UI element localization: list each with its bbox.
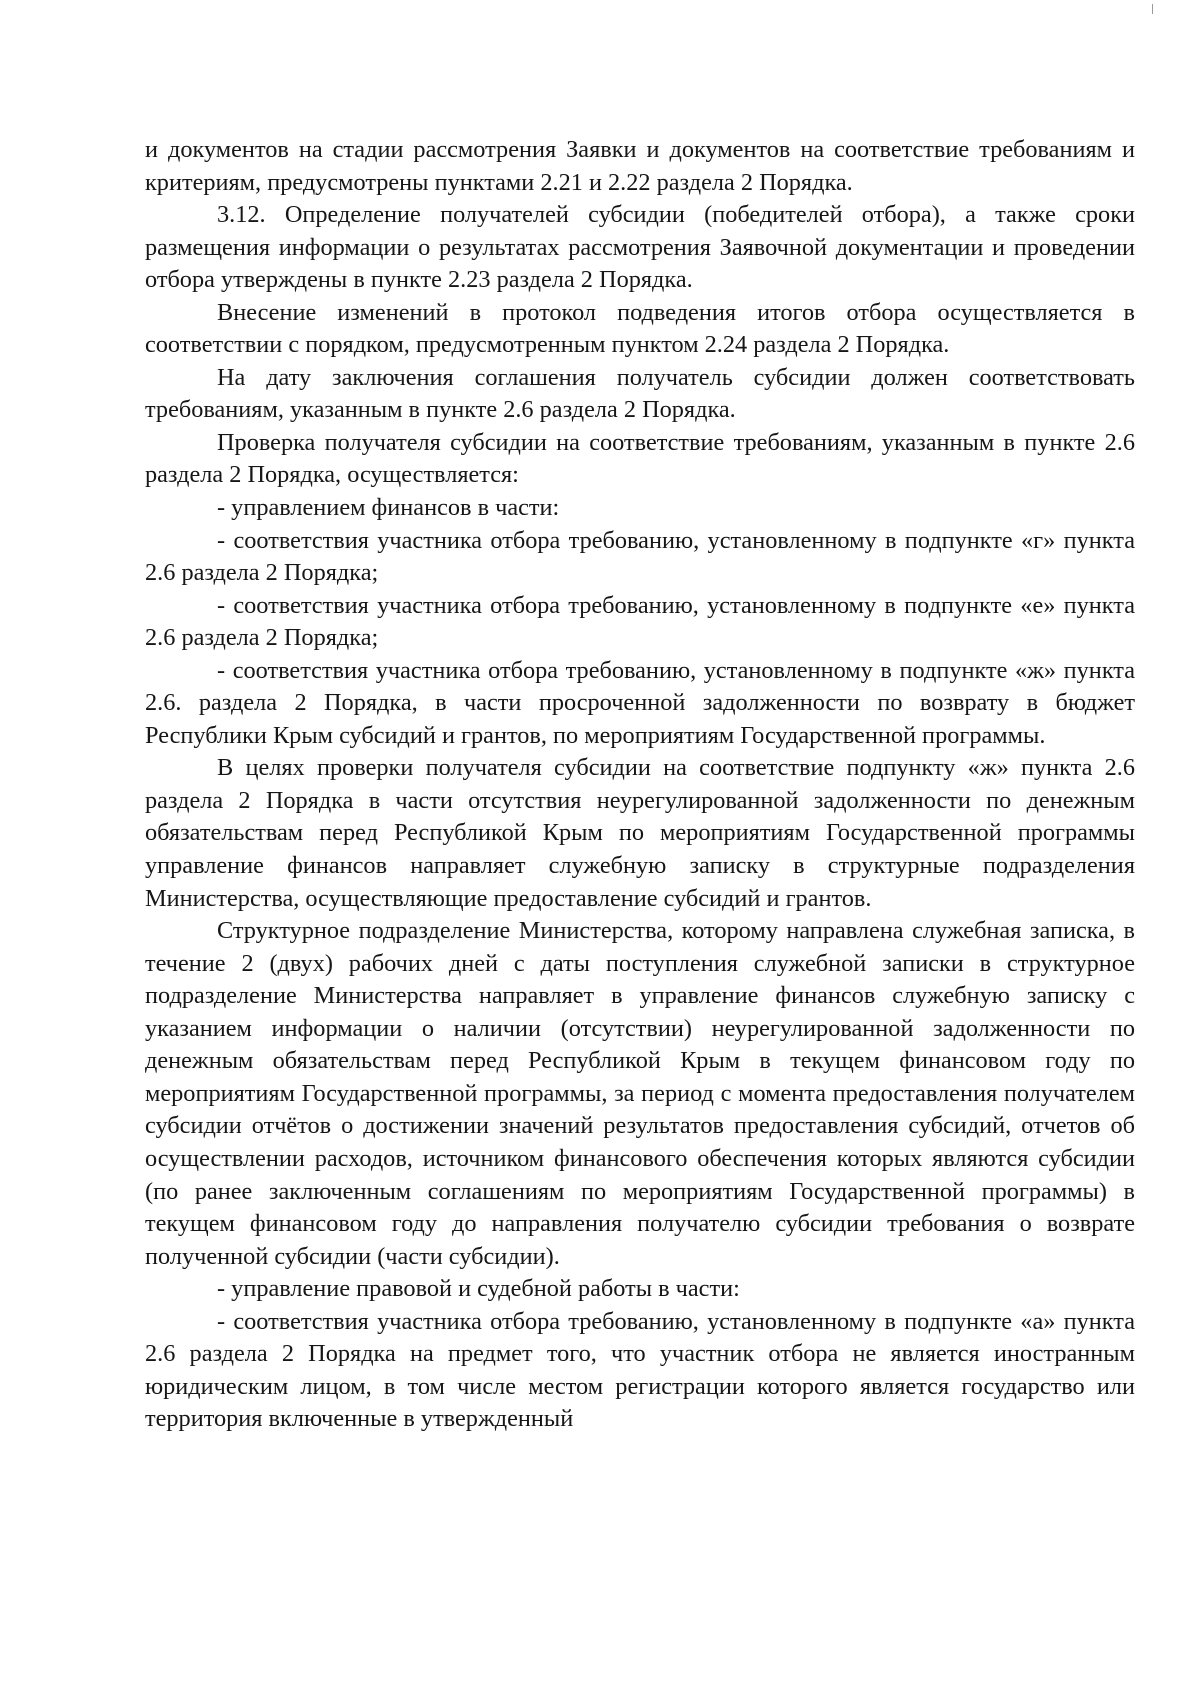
scan-mark	[1152, 4, 1153, 14]
paragraph-verification: Проверка получателя субсидии на соответствие требованиям, указанным в пункте 2.6 раздела 2 Порядка, осуществляется:	[145, 428, 1135, 489]
paragraph-verification-purpose: В целях проверки получателя субсидии на соответствие подпункту «ж» пункта 2.6 раздела 2 Порядка в части отсутствия неурегулированной задолженности по денежным обязательствам перед Республикой Крым по мероприятиям Государственной программы управление финансов направляет служебную записку в структурные подразделения Министерства, осуществляющие предоставление субсидий и грантов.	[145, 754, 1135, 912]
paragraph-protocol-changes: Внесение изменений в протокол подведения итогов отбора осуществляется в соответствии с порядком, предусмотренным пунктом 2.24 раздела 2 Порядка.	[145, 298, 1135, 359]
list-item-subpoint-e: - соответствия участника отбора требованию, установленному в подпункте «е» пункта 2.6 раздела 2 Порядка;	[145, 591, 1135, 652]
list-item-subpoint-zh: - соответствия участника отбора требованию, установленному в подпункте «ж» пункта 2.6. раздела 2 Порядка, в части просроченной задолженности по возврату в бюджет Республики Крым субсидий и грантов, по мероприятиям Государственной программы.	[145, 656, 1135, 749]
list-item-finance-dept: - управлением финансов в части:	[217, 494, 560, 522]
paragraph-agreement-date: На дату заключения соглашения получатель субсидии должен соответствовать требованиям, указанным в пункте 2.6 раздела 2 Порядка.	[145, 363, 1135, 424]
paragraph-3-12: 3.12. Определение получателей субсидии (победителей отбора), а также сроки размещения информации о результатах рассмотрения Заявочной документации и проведении отбора утверждены в пункте 2.23 раздела 2 Порядка.	[145, 201, 1135, 294]
list-item-legal-dept: - управление правовой и судебной работы в части:	[217, 1275, 740, 1303]
list-item-subpoint-a: - соответствия участника отбора требованию, установленному в подпункте «а» пункта 2.6 раздела 2 Порядка на предмет того, что участник отбора не является иностранным юридическим лицом, в том числе местом регистрации которого является государство или территория включенные в утвержденный	[145, 1307, 1135, 1433]
paragraph-continuation: и документов на стадии рассмотрения Заявки и документов на соответствие требованиям и критериям, предусмотрены пунктами 2.21 и 2.22 раздела 2 Порядка.	[145, 136, 1135, 196]
document-body	[145, 134, 1135, 1436]
list-item-subpoint-g: - соответствия участника отбора требованию, установленному в подпункте «г» пункта 2.6 раздела 2 Порядка;	[145, 526, 1135, 587]
paragraph-structural-division: Структурное подразделение Министерства, которому направлена служебная записка, в течение 2 (двух) рабочих дней с даты поступления служебной записки в структурное подразделение Министерства направляет в управление финансов служебную записку с указанием информации о наличии (отсутствии) неурегулированной задолженности по денежным обязательствам перед Республикой Крым в текущем финансовом году по мероприятиям Государственной программы, за период с момента предоставления получателем субсидии отчётов о достижении значений результатов предоставления субсидий, отчетов об осуществлении расходов, источником финансового обеспечения которых являются субсидии (по ранее заключенным соглашениям по мероприятиям Государственной программы) в текущем финансовом году до направления получателю субсидии требования о возврате полученной субсидии (части субсидии).	[145, 917, 1135, 1270]
